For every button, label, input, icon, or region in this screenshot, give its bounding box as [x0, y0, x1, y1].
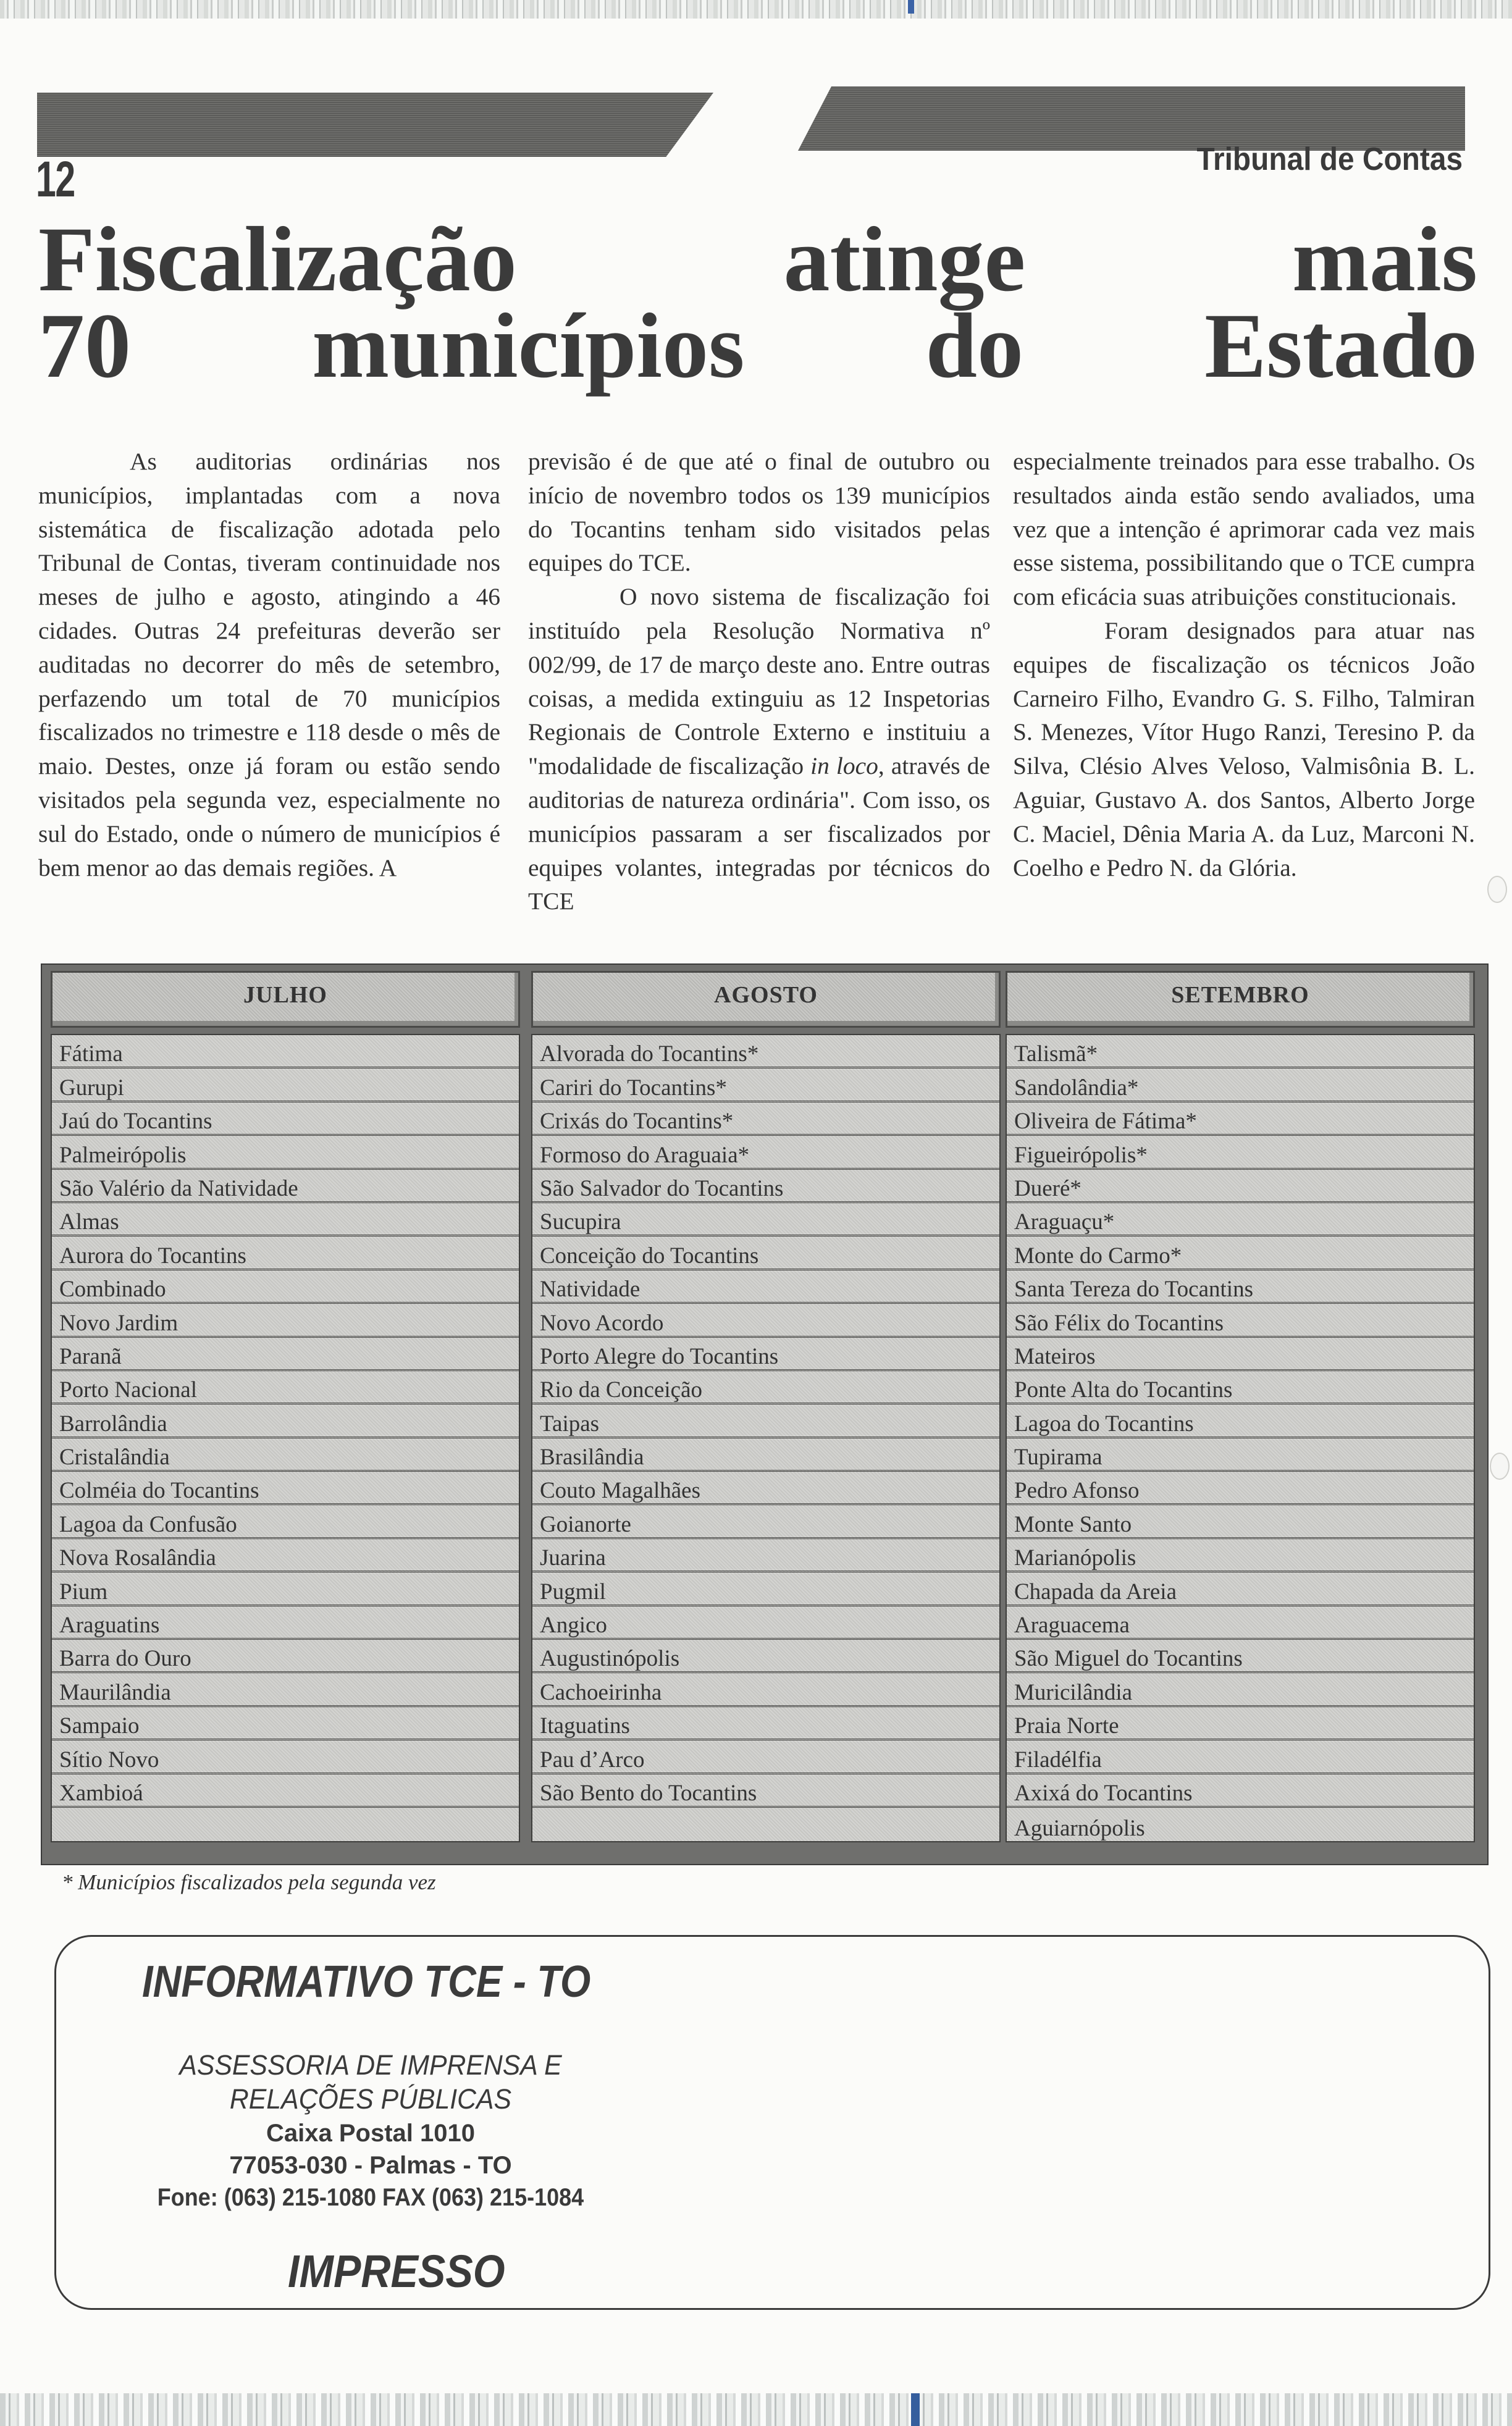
table-row: Goianorte: [532, 1505, 999, 1538]
table-row: São Miguel do Tocantins: [1007, 1640, 1474, 1673]
table-row: Barrolândia: [52, 1404, 519, 1438]
table-row: Rio da Conceição: [532, 1371, 999, 1404]
article-paragraph: [528, 580, 990, 918]
table-row: Axixá do Tocantins: [1007, 1774, 1474, 1808]
table-row: Novo Jardim: [52, 1304, 519, 1337]
table-row: Novo Acordo: [532, 1304, 999, 1337]
table-row: Taipas: [532, 1404, 999, 1438]
table-row: Xambioá: [52, 1774, 519, 1808]
table-row: Tupirama: [1007, 1438, 1474, 1472]
punch-hole: [1490, 1453, 1510, 1480]
table-row: Jaú do Tocantins: [52, 1102, 519, 1136]
table-row: Augustinópolis: [532, 1640, 999, 1673]
table-row: Pedro Afonso: [1007, 1472, 1474, 1505]
table-row: Juarina: [532, 1539, 999, 1572]
table-row: Porto Alegre do Tocantins: [532, 1338, 999, 1371]
po-box: Caixa Postal 1010: [266, 2120, 475, 2147]
table-row: Aguiarnópolis: [1007, 1808, 1474, 1841]
newsletter-title: INFORMATIVO TCE - TO: [142, 1957, 591, 2007]
table-header: JULHO: [51, 971, 520, 1028]
table-row: Muricilândia: [1007, 1673, 1474, 1706]
page-number: 12: [36, 151, 75, 208]
table-row: Cariri do Tocantins*: [532, 1068, 999, 1102]
table-row: Oliveira de Fátima*: [1007, 1102, 1474, 1136]
table-row: Sucupira: [532, 1203, 999, 1236]
table-row: Araguacema: [1007, 1606, 1474, 1640]
table-row: Paranã: [52, 1338, 519, 1371]
punch-hole: [1487, 876, 1507, 903]
scanner-marker: [911, 2393, 920, 2426]
table-row: Sítio Novo: [52, 1740, 519, 1774]
table-row: Araguatins: [52, 1606, 519, 1640]
table-row: Almas: [52, 1203, 519, 1236]
table-row: Natividade: [532, 1270, 999, 1304]
table-row: Ponte Alta do Tocantins: [1007, 1371, 1474, 1404]
table-row: Combinado: [52, 1270, 519, 1304]
table-row: Chapada da Areia: [1007, 1572, 1474, 1606]
table-row: Couto Magalhães: [532, 1472, 999, 1505]
table-column-agosto: [531, 971, 1001, 1842]
table-row: Barra do Ouro: [52, 1640, 519, 1673]
table-footnote: * Municípios fiscalizados pela segunda vez: [62, 1870, 436, 1894]
phone-fax: Fone: (063) 215-1080 FAX (063) 215-1084: [157, 2184, 584, 2211]
table-row: Pium: [52, 1572, 519, 1606]
table-column-setembro: [1006, 971, 1475, 1842]
table-row: Formoso do Araguaia*: [532, 1136, 999, 1169]
article-column-2: [528, 445, 990, 918]
table-row: Sampaio: [52, 1707, 519, 1740]
table-row: Talismã*: [1007, 1035, 1474, 1068]
table-row: Mateiros: [1007, 1338, 1474, 1371]
table-row: Praia Norte: [1007, 1707, 1474, 1740]
table-row: Angico: [532, 1606, 999, 1640]
table-row: São Salvador do Tocantins: [532, 1170, 999, 1203]
table-row: Porto Nacional: [52, 1371, 519, 1404]
table-column-julho: [51, 971, 520, 1842]
impresso-stamp: IMPRESSO: [288, 2246, 505, 2297]
table-row: Filadélfia: [1007, 1740, 1474, 1774]
article-text: , através de auditorias de natureza ordinária". Com isso, os municípios passaram a ser fiscalizados por equipes volantes, integradas por técnicos do TCE: [528, 752, 990, 915]
address: 77053-030 - Palmas - TO: [229, 2152, 512, 2179]
table-row: Aurora do Tocantins: [52, 1236, 519, 1270]
table-row: Araguaçu*: [1007, 1203, 1474, 1236]
table-row: Itaguatins: [532, 1707, 999, 1740]
table-row: Pau d’Arco: [532, 1740, 999, 1774]
scanner-edge-bottom: [0, 2393, 1512, 2426]
table-body: [531, 1034, 1001, 1842]
table-body: [1006, 1034, 1475, 1842]
article-paragraph: Foram designados para atuar nas equipes de fiscalização os técnicos João Carneiro Filho, Evandro G. S. Filho, Talmiran S. Menezes, Vítor Hugo Ranzi, Teresino P. da Silva, Clésio Alves Veloso, Valmisônia B. L. Aguiar, Gustavo A. dos Santos, Alberto Jorge C. Maciel, Dênia Maria A. da Luz, Marconi N. Coelho e Pedro N. da Glória.: [1013, 616, 1475, 881]
header-band-left: [37, 93, 713, 157]
article-paragraph: especialmente treinados para esse trabalho. Os resultados ainda estão sendo avaliados, uma vez que a intenção é aprimorar cada vez mais esse sistema, possibilitando que o TCE cumpra com eficácia suas atribuições constitucionais.: [1013, 448, 1475, 611]
article-text-italic: in loco: [810, 752, 878, 780]
table-row: Crixás do Tocantins*: [532, 1102, 999, 1136]
table-row: [52, 1808, 519, 1841]
table-row: Fátima: [52, 1035, 519, 1068]
headline-line-2: 70 municípios do Estado: [38, 295, 1477, 397]
table-row: Colméia do Tocantins: [52, 1472, 519, 1505]
article-column-1: [38, 445, 500, 884]
table-row: Gurupi: [52, 1068, 519, 1102]
article-paragraph: previsão é de que até o final de outubro ou início de novembro todos os 139 municípios do Tocantins tenham sido visitados pelas equipes do TCE.: [528, 448, 990, 577]
table-row: Cachoeirinha: [532, 1673, 999, 1706]
table-row: Nova Rosalândia: [52, 1539, 519, 1572]
table-row: Marianópolis: [1007, 1539, 1474, 1572]
article-column-3: [1013, 445, 1475, 884]
article-text: O novo sistema de fiscalização foi instituído pela Resolução Normativa nº 002/99, de 17 de março deste ano. Entre outras coisas, a medida extinguiu as 12 Inspetorias Regionais de Controle Externo e instituiu a "modalidade de fiscalização: [528, 583, 990, 780]
department-line-2: RELAÇÕES PÚBLICAS: [229, 2083, 512, 2115]
table-header: AGOSTO: [531, 971, 1001, 1028]
table-row: Dueré*: [1007, 1170, 1474, 1203]
headline-line-1: Fiscalização atinge mais: [38, 208, 1477, 311]
table-row: Brasilândia: [532, 1438, 999, 1472]
table-row: Palmeirópolis: [52, 1136, 519, 1169]
table-row: Alvorada do Tocantins*: [532, 1035, 999, 1068]
section-title: Tribunal de Contas: [1196, 141, 1463, 177]
table-row: Monte Santo: [1007, 1505, 1474, 1538]
table-row: [532, 1808, 999, 1841]
table-header: SETEMBRO: [1006, 971, 1475, 1028]
table-row: Lagoa do Tocantins: [1007, 1404, 1474, 1438]
department-line-1: ASSESSORIA DE IMPRENSA E: [179, 2049, 562, 2081]
table-row: Figueirópolis*: [1007, 1136, 1474, 1169]
table-row: Sandolândia*: [1007, 1068, 1474, 1102]
table-row: Monte do Carmo*: [1007, 1236, 1474, 1270]
table-row: São Félix do Tocantins: [1007, 1304, 1474, 1337]
article-paragraph: As auditorias ordinárias nos municípios, implantadas com a nova sistemática de fiscalização adotada pelo Tribunal de Contas, tiveram continuidade nos meses de julho e agosto, atingindo a 46 cidades. Outras 24 prefeituras deverão ser auditadas no decorrer do mês de setembro, perfazendo um total de 70 municípios fiscalizados no trimestre e 118 desde o mês de maio. Destes, onze já foram ou estão sendo visitados pela segunda vez, especialmente no sul do Estado, onde o número de municípios é bem menor ao das demais regiões. A: [38, 448, 500, 881]
table-row: Conceição do Tocantins: [532, 1236, 999, 1270]
table-row: Cristalândia: [52, 1438, 519, 1472]
table-row: Maurilândia: [52, 1673, 519, 1706]
table-row: São Valério da Natividade: [52, 1170, 519, 1203]
table-row: Santa Tereza do Tocantins: [1007, 1270, 1474, 1304]
table-row: Lagoa da Confusão: [52, 1505, 519, 1538]
scanner-edge-top: [0, 0, 1512, 19]
scanner-marker: [908, 0, 914, 14]
table-row: São Bento do Tocantins: [532, 1774, 999, 1808]
table-row: Pugmil: [532, 1572, 999, 1606]
table-body: [51, 1034, 520, 1842]
municipalities-table: [41, 963, 1489, 1865]
